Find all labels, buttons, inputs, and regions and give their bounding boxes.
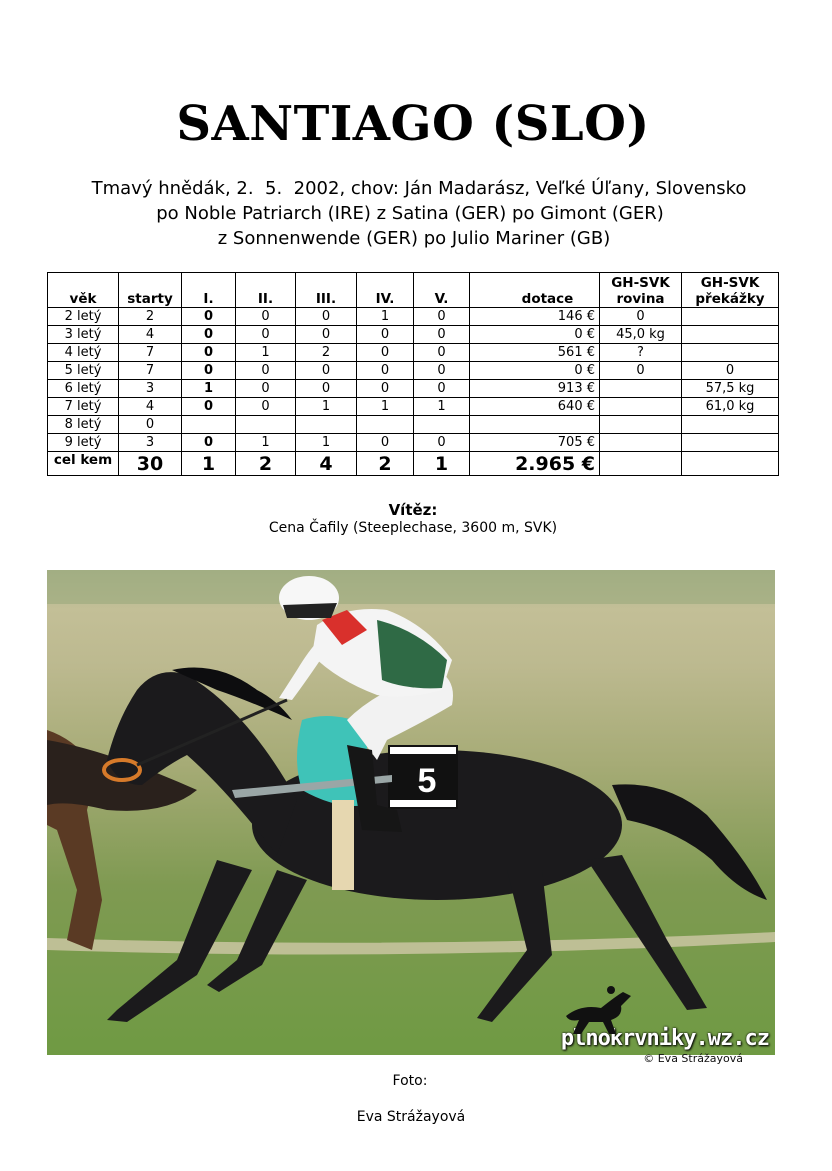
cell-vek: 6 letý — [48, 380, 119, 398]
cell-p1: 0 — [182, 398, 236, 416]
cell-p3: 1 — [296, 434, 357, 452]
saddle-number: 5 — [417, 762, 437, 800]
gh-rovina-line-2: rovina — [616, 291, 665, 307]
cell-p4: 0 — [357, 380, 414, 398]
cell-dotace: 0 € — [470, 326, 600, 344]
cell-p2: 0 — [236, 398, 296, 416]
cell-p2: 0 — [236, 380, 296, 398]
col-header-p2: II. — [236, 273, 296, 308]
cell-dotace: 561 € — [470, 344, 600, 362]
cell-p1 — [182, 416, 236, 434]
cell-p5: 0 — [414, 380, 470, 398]
col-header-p1: I. — [182, 273, 236, 308]
cell-p1: 1 — [182, 380, 236, 398]
table-row — [48, 326, 779, 344]
gh-rovina-line-1: GH-SVK — [611, 275, 670, 291]
table-row — [48, 398, 779, 416]
cell-rovina — [600, 434, 682, 452]
col-header-p3: III. — [296, 273, 357, 308]
cell-vek: 3 letý — [48, 326, 119, 344]
total-row — [48, 452, 779, 476]
cell-p5: 0 — [414, 362, 470, 380]
table-row — [48, 362, 779, 380]
col-header-dotace: dotace — [470, 273, 600, 308]
table-row — [48, 416, 779, 434]
cell-prekazky: 61,0 kg — [682, 398, 779, 416]
cell-starty: 3 — [119, 434, 182, 452]
cell-p5: 0 — [414, 308, 470, 326]
cell-p2: 1 — [236, 344, 296, 362]
winner-race: Cena Čafily (Steeplechase, 3600 m, SVK) — [268, 520, 558, 536]
gh-prekazky-line-1: GH-SVK — [700, 275, 760, 291]
cell-starty: 2 — [119, 308, 182, 326]
cell-prekazky — [682, 434, 779, 452]
pedigree-line-1: Tmavý hnědák, 2. 5. 2002, chov: Ján Madarász, Veľké Úľany, Slovensko — [91, 178, 747, 199]
total-p3: 4 — [296, 452, 357, 476]
cell-rovina: ? — [600, 344, 682, 362]
col-header-vek: věk — [48, 273, 119, 308]
cell-vek: 8 letý — [48, 416, 119, 434]
race-stats-table — [47, 272, 779, 476]
total-p2: 2 — [236, 452, 296, 476]
cell-prekazky — [682, 416, 779, 434]
cell-dotace: 146 € — [470, 308, 600, 326]
horse-silhouette-icon — [561, 986, 641, 1036]
total-p4: 2 — [357, 452, 414, 476]
cell-prekazky — [682, 326, 779, 344]
cell-p2: 0 — [236, 326, 296, 344]
cell-starty: 7 — [119, 344, 182, 362]
total-rovina — [600, 452, 682, 476]
cell-prekazky — [682, 308, 779, 326]
cell-dotace — [470, 416, 600, 434]
table-row — [48, 434, 779, 452]
total-p5: 1 — [414, 452, 470, 476]
cell-p1: 0 — [182, 344, 236, 362]
table-header-row — [48, 273, 779, 308]
cell-p4: 1 — [357, 308, 414, 326]
cell-starty: 3 — [119, 380, 182, 398]
race-photo — [47, 570, 775, 1065]
cell-p1: 0 — [182, 326, 236, 344]
cell-starty: 4 — [119, 398, 182, 416]
pedigree-line-2: po Noble Patriarch (IRE) z Satina (GER) po Gimont (GER) — [156, 203, 664, 224]
cell-p4: 0 — [357, 344, 414, 362]
cell-rovina — [600, 398, 682, 416]
watermark-copy: © Eva Strážayová — [643, 1052, 743, 1065]
gh-prekazky-line-2: překážky — [695, 291, 765, 307]
col-header-gh-rovina — [600, 273, 682, 308]
cell-prekazky — [682, 344, 779, 362]
total-starty: 30 — [119, 452, 182, 476]
total-p1: 1 — [182, 452, 236, 476]
cell-p2: 1 — [236, 434, 296, 452]
cell-p3: 0 — [296, 362, 357, 380]
cell-p5: 1 — [414, 398, 470, 416]
cell-p2: 0 — [236, 362, 296, 380]
cell-p3 — [296, 416, 357, 434]
total-label: cel kem — [48, 452, 119, 476]
cell-starty: 0 — [119, 416, 182, 434]
table-row — [48, 308, 779, 326]
cell-p4: 0 — [357, 362, 414, 380]
cell-p5: 0 — [414, 344, 470, 362]
pedigree-line-3: z Sonnenwende (GER) po Julio Mariner (GB) — [217, 228, 611, 249]
col-header-starty: starty — [119, 273, 182, 308]
cell-starty: 7 — [119, 362, 182, 380]
cell-vek: 9 letý — [48, 434, 119, 452]
cell-vek: 2 letý — [48, 308, 119, 326]
photo-credit-label: Foto: — [392, 1073, 428, 1089]
cell-vek: 5 letý — [48, 362, 119, 380]
cell-p4: 0 — [357, 434, 414, 452]
cell-p4 — [357, 416, 414, 434]
cell-p3: 0 — [296, 308, 357, 326]
cell-dotace: 0 € — [470, 362, 600, 380]
cell-dotace: 640 € — [470, 398, 600, 416]
cell-starty: 4 — [119, 326, 182, 344]
cell-rovina: 0 — [600, 308, 682, 326]
col-header-gh-prekazky — [682, 273, 779, 308]
page-title: SANTIAGO (SLO) — [176, 96, 650, 152]
cell-prekazky: 57,5 kg — [682, 380, 779, 398]
cell-p3: 1 — [296, 398, 357, 416]
table-row — [48, 344, 779, 362]
cell-dotace: 913 € — [470, 380, 600, 398]
winner-heading: Vítěz: — [388, 501, 438, 519]
col-header-p4: IV. — [357, 273, 414, 308]
cell-p3: 2 — [296, 344, 357, 362]
cell-rovina — [600, 416, 682, 434]
col-header-p5: V. — [414, 273, 470, 308]
cell-vek: 4 letý — [48, 344, 119, 362]
photo-watermark — [560, 1026, 769, 1065]
total-prekazky — [682, 452, 779, 476]
cell-p5 — [414, 416, 470, 434]
cell-p1: 0 — [182, 308, 236, 326]
photo-credit-name: Eva Strážayová — [356, 1109, 466, 1125]
horse-illustration — [47, 570, 775, 1055]
cell-p1: 0 — [182, 362, 236, 380]
cell-rovina: 0 — [600, 362, 682, 380]
total-dotace: 2.965 € — [470, 452, 600, 476]
cell-p1: 0 — [182, 434, 236, 452]
cell-prekazky: 0 — [682, 362, 779, 380]
cell-p3: 0 — [296, 380, 357, 398]
watermark-site: plnokrvniky.wz.cz — [560, 1026, 769, 1051]
cell-rovina: 45,0 kg — [600, 326, 682, 344]
table-row — [48, 380, 779, 398]
cell-p5: 0 — [414, 326, 470, 344]
cell-p2 — [236, 416, 296, 434]
cell-p3: 0 — [296, 326, 357, 344]
cell-rovina — [600, 380, 682, 398]
cell-vek: 7 letý — [48, 398, 119, 416]
cell-p5: 0 — [414, 434, 470, 452]
cell-p2: 0 — [236, 308, 296, 326]
cell-p4: 1 — [357, 398, 414, 416]
cell-dotace: 705 € — [470, 434, 600, 452]
cell-p4: 0 — [357, 326, 414, 344]
